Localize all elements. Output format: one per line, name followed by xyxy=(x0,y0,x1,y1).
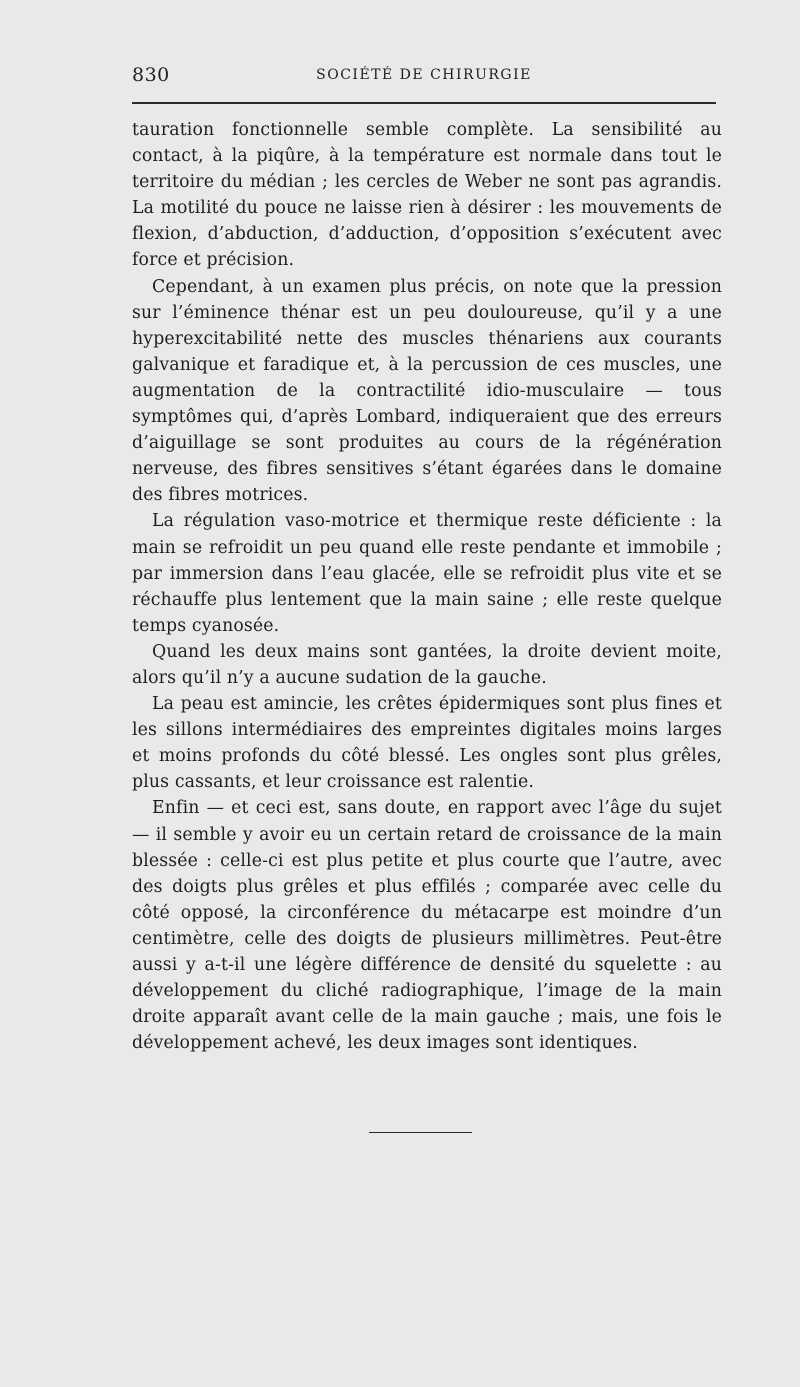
body-text xyxy=(132,117,722,1056)
header-rule xyxy=(132,102,716,104)
running-head xyxy=(132,60,716,90)
paragraph-peau: La peau est amincie, les crêtes épidermiques sont plus fines et les sillons intermédiaires des empreintes digitales moins larges et moins profonds du côté blessé. Les ongles sont plus grêles, plus cassants, et leur croissance est ralentie. xyxy=(132,694,722,793)
paragraph-quand: Quand les deux mains sont gantées, la droite devient moite, alors qu’il n’y a aucune sudation de la gauche. xyxy=(132,641,722,688)
running-title: SOCIÉTÉ DE CHIRURGIE xyxy=(316,67,532,83)
paragraph-continuation: tauration fonctionnelle semble complète. La sensibilité au contact, à la piqûre, à la température est normale dans tout le territoire du médian ; les cercles de Weber ne sont pas agrandis. La motilité du pouce ne laisse rien à désirer : les mouvements de flexion, d’abduction, d’adduction, d’opposition s’exécutent avec force et précision. xyxy=(132,120,722,271)
paragraph-cependant: Cependant, à un examen plus précis, on note que la pression sur l’éminence thénar est un peu douloureuse, qu’il y a une hyperexcitabilité nette des muscles thénariens aux courants galvanique et faradique et, à la percussion de ces muscles, une augmentation de la contractilité idio-musculaire — tous symptômes qui, d’après Lombard, indiqueraient que des erreurs d’aiguillage se sont produites au cours de la régénération nerveuse, des fibres sensitives s’étant égarées dans le domaine des fibres motrices. xyxy=(132,276,722,506)
section-end-rule xyxy=(369,1132,472,1133)
page-number: 830 xyxy=(132,64,170,86)
paragraph-enfin: Enfin — et ceci est, sans doute, en rapport avec l’âge du sujet — il semble y avoir eu un certain retard de croissance de la main blessée : celle-ci est plus petite et plus courte que l’autre, avec des doigts plus grêles et plus effilés ; comparée avec celle du côté opposé, la circonférence du métacarpe est moindre d’un centimètre, celle des doigts de plusieurs millimètres. Peut-être aussi y a-t-il une légère différence de densité du squelette : au développement du cliché radiographique, l’image de la main droite apparaît avant celle de la main gauche ; mais, une fois le développement achevé, les deux images sont identiques. xyxy=(132,798,722,1054)
paragraph-regulation: La régulation vaso-motrice et thermique reste déficiente : la main se refroidit un peu quand elle reste pendante et immobile ; par immersion dans l’eau glacée, elle se refroidit plus vite et se réchauffe plus lentement que la main saine ; elle reste quelque temps cyanosée. xyxy=(132,511,722,636)
